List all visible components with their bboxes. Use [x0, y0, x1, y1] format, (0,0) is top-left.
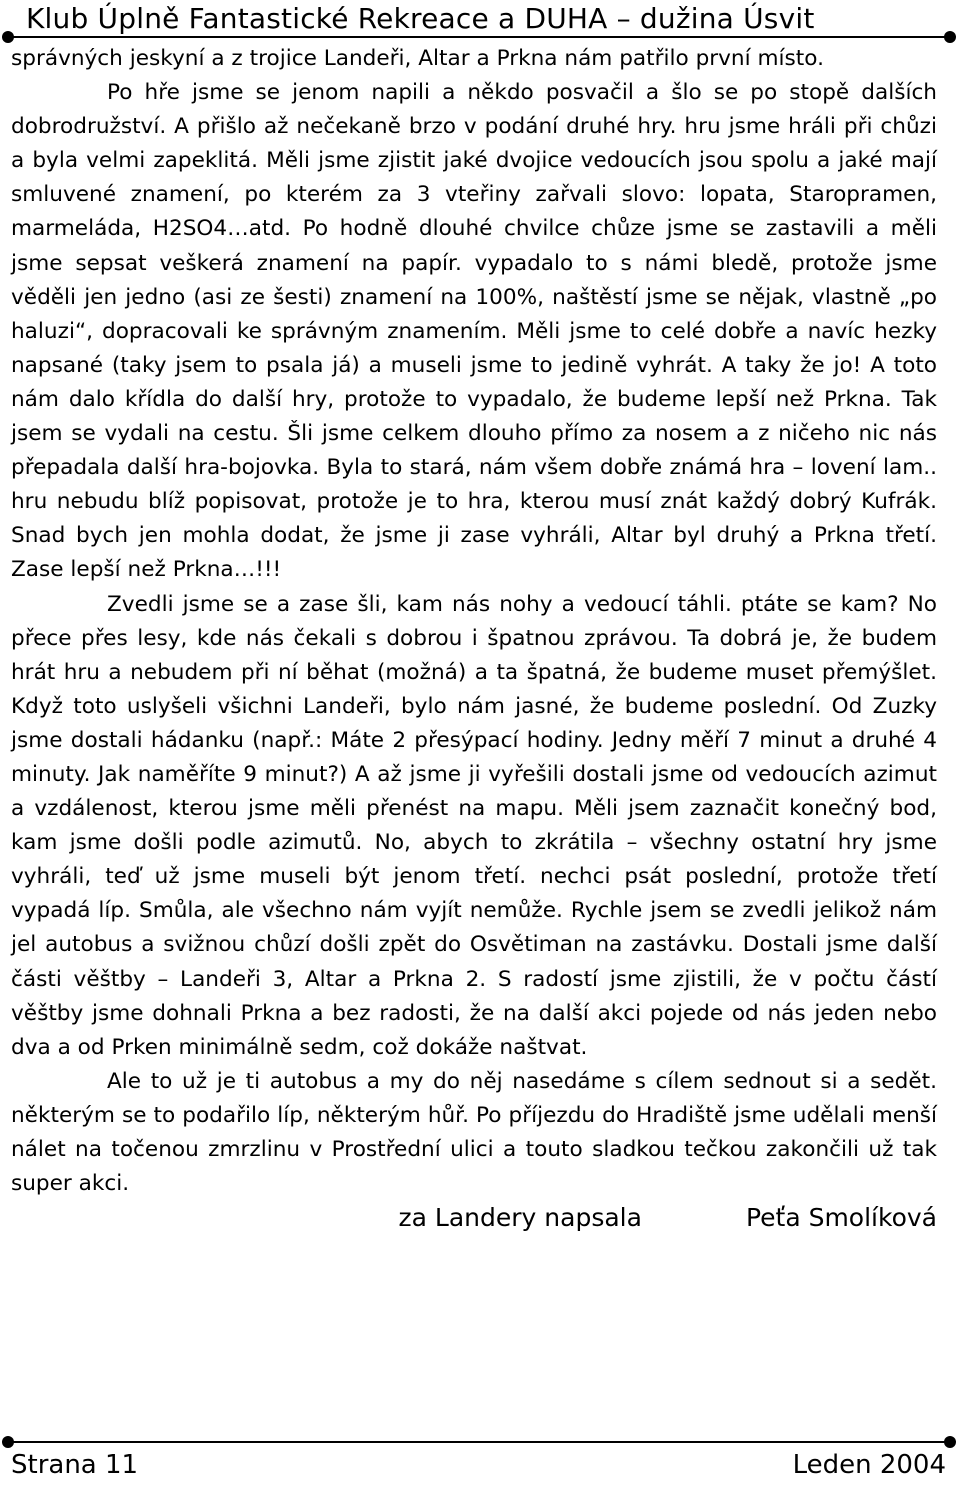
- article-paragraph: správných jeskyní a z trojice Landeři, Altar a Prkna nám patřilo první místo.: [11, 46, 824, 71]
- article-signature: [11, 1201, 937, 1235]
- article-paragraph: Zvedli jsme se a zase šli, kam nás nohy a vedoucí táhli. ptáte se kam? No přece přes lesy, kde nás čekali s dobrou i špatnou zprávou. Ta dobrá je, že budem hrát hru a nebudem při ní běhat (možná) a ta špatná, že budeme muset přemýšlet. Když toto uslyšeli všichni Landeři, bylo nám jasné, že budeme poslední. Od Zuzky jsme dostali hádanku (např.: Máte 2 přesýpací hodiny. Jedny měří 7 minut a druhé 4 minuty. Jak naměříte 9 minut?) A až jsme ji vyřešili dostali jsme od vedoucích azimut a vzdálenost, kterou jsme měli přenést na mapu. Měli jsem zaznačit konečný bod, kam jsme došli podle azimutů. No, abych to zkrátila – všechny ostatní hry jsme vyhráli, teď už jsme museli být jenom třetí. nechci psát poslední, protože třetí vypadá líp. Smůla, ale všechno nám vyjít nemůže. Rychle jsem se zvedli jelikož nám jel autobus a svižnou chůzí došli zpět do Osvětiman na zastávku. Dostali jsme další části věštby – Landeři 3, Altar a Prkna 2. S radostí jsme zjistili, že v počtu částí věštby jsme dohnali Prkna a bez radosti, že na další akci pojede od nás jeden nebo dva a od Prken minimálně sedm, což dokáže naštvat.: [11, 591, 937, 1060]
- header-rule: [6, 36, 952, 38]
- rule-dot-right: [944, 31, 956, 43]
- article-paragraph: Po hře jsme se jenom napili a někdo posvačil a šlo se po stopě dalších dobrodružství. A přišlo až nečekaně brzo v podání druhé hry. hru jsme hráli při chůzi a byla velmi zapeklitá. Měli jsme zjistit jaké dvojice vedoucích jsou spolu a jaké mají smluvené znamení, po kterém za 3 vteřiny zařvali slovo: lopata, Staropramen, marmeláda, H2SO4…atd. Po hodně dlouhé chvilce chůze jsme se zastavili a měli jsme sepsat veškerá znamení na papír. vypadalo to s námi bledě, protože jsme věděli jen jedno (asi ze šesti) znamení na 100%, naštěstí jsme se nějak, vlastně „po haluzi“, dopracovali ke správným znamením. Měli jsme to celé dobře a navíc hezky napsané (taky jsem to psala já) a museli jsme to jedině vyhrát. A taky že jo! A toto nám dalo křídla do další hry, protože to vypadalo, že budeme lepší než Prkna. Tak jsem se vydali na cestu. Šli jsme celkem dlouho přímo za nosem a z ničeho nic nás přepadala další hra-bojovka. Byla to stará, nám všem dobře známá hra – lovení lam.. hru nebudu blíž popisovat, protože je to hra, kterou musí znát každý dobrý Kufrák. Snad bych jen mohla dodat, že jsme ji zase vyhráli, Altar byl druhý a Prkna třetí. Zase lepší než Prkna…!!!: [11, 80, 937, 583]
- newsletter-title: Klub Úplně Fantastické Rekreace a DUHA – dužina Úsvit: [26, 2, 815, 35]
- signature-author: Peťa Smolíková: [745, 1203, 937, 1233]
- rule-dot-left: [2, 1436, 14, 1448]
- rule-dot-right: [944, 1436, 956, 1448]
- page-number: Strana 11: [11, 1450, 139, 1480]
- article-body: [11, 42, 937, 1235]
- footer-rule: [6, 1441, 952, 1443]
- article-paragraph: Ale to už je ti autobus a my do něj nasedáme s cílem sednout si a sedět. některým se to podařilo líp, některým hůř. Po příjezdu do Hradiště jsme udělali menší nálet na točenou zmrzlinu v Prostřední ulici a touto sladkou tečkou zakončili už tak super akci.: [11, 1068, 937, 1197]
- signature-prefix: za Landery napsala: [398, 1203, 642, 1233]
- issue-date: Leden 2004: [792, 1450, 946, 1480]
